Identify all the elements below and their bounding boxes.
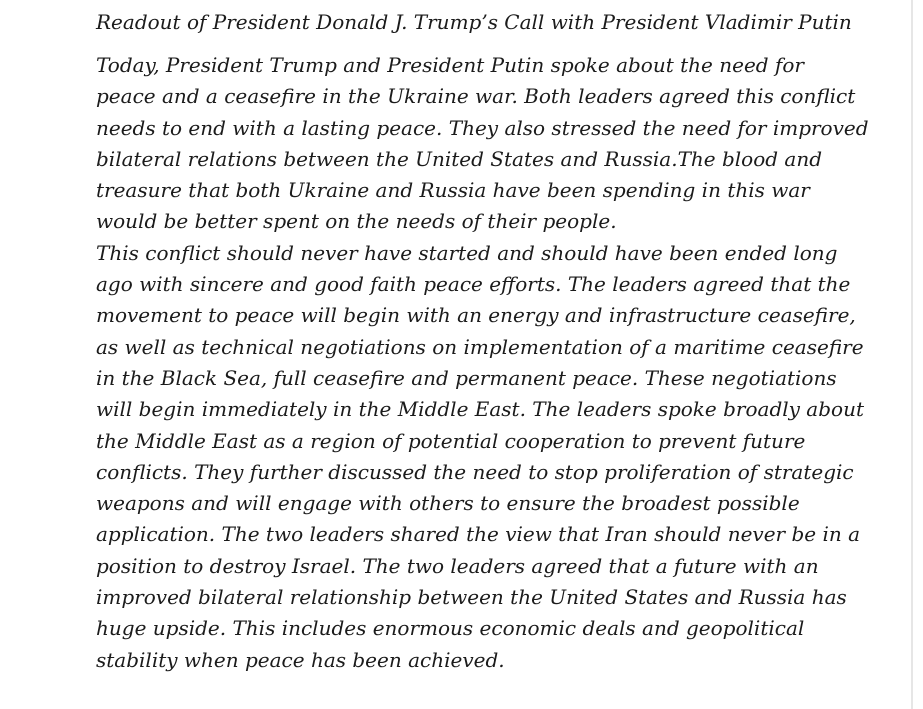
paragraph-line: huge upside. This includes enormous economic deals and geopolitical	[96, 616, 805, 641]
paragraph-2	[96, 238, 896, 676]
paragraph-line: improved bilateral relationship between the United States and Russia has	[96, 585, 847, 610]
document-title: Readout of President Donald J. Trump’s Call with President Vladimir Putin	[96, 10, 852, 34]
paragraph-line: would be better spent on the needs of their people.	[96, 209, 617, 234]
paragraph-line: position to destroy Israel. The two leaders agreed that a future with an	[96, 553, 819, 578]
paragraph-line: in the Black Sea, full ceasefire and permanent peace. These negotiations	[96, 365, 837, 390]
paragraph-line: will begin immediately in the Middle East. The leaders spoke broadly about	[96, 397, 864, 422]
paragraph-line: movement to peace will begin with an energy and infrastructure ceasefire,	[96, 303, 856, 328]
paragraph-line: ago with sincere and good faith peace efforts. The leaders agreed that the	[96, 272, 851, 297]
document-body	[96, 50, 896, 676]
paragraph-line: conflicts. They further discussed the need to stop proliferation of strategic	[96, 459, 854, 484]
paragraph-line: treasure that both Ukraine and Russia have been spending in this war	[96, 178, 810, 203]
paragraph-line: the Middle East as a region of potential cooperation to prevent future	[96, 428, 806, 453]
page-edge-divider	[911, 0, 913, 709]
paragraph-line: weapons and will engage with others to ensure the broadest possible	[96, 491, 800, 516]
paragraph-line: application. The two leaders shared the view that Iran should never be in a	[96, 522, 861, 547]
paragraph-line: Today, President Trump and President Putin spoke about the need for	[96, 53, 804, 77]
paragraph-1	[96, 50, 896, 238]
paragraph-line: needs to end with a lasting peace. They also stressed the need for improved	[96, 115, 869, 140]
paragraph-line: stability when peace has been achieved.	[96, 647, 505, 672]
paragraph-line: bilateral relations between the United States and Russia.The blood and	[96, 146, 823, 171]
paragraph-line: This conflict should never have started and should have been ended long	[96, 240, 838, 265]
paragraph-line: as well as technical negotiations on implementation of a maritime ceasefire	[96, 334, 864, 359]
paragraph-line: peace and a ceasefire in the Ukraine war. Both leaders agreed this conflict	[96, 84, 856, 109]
